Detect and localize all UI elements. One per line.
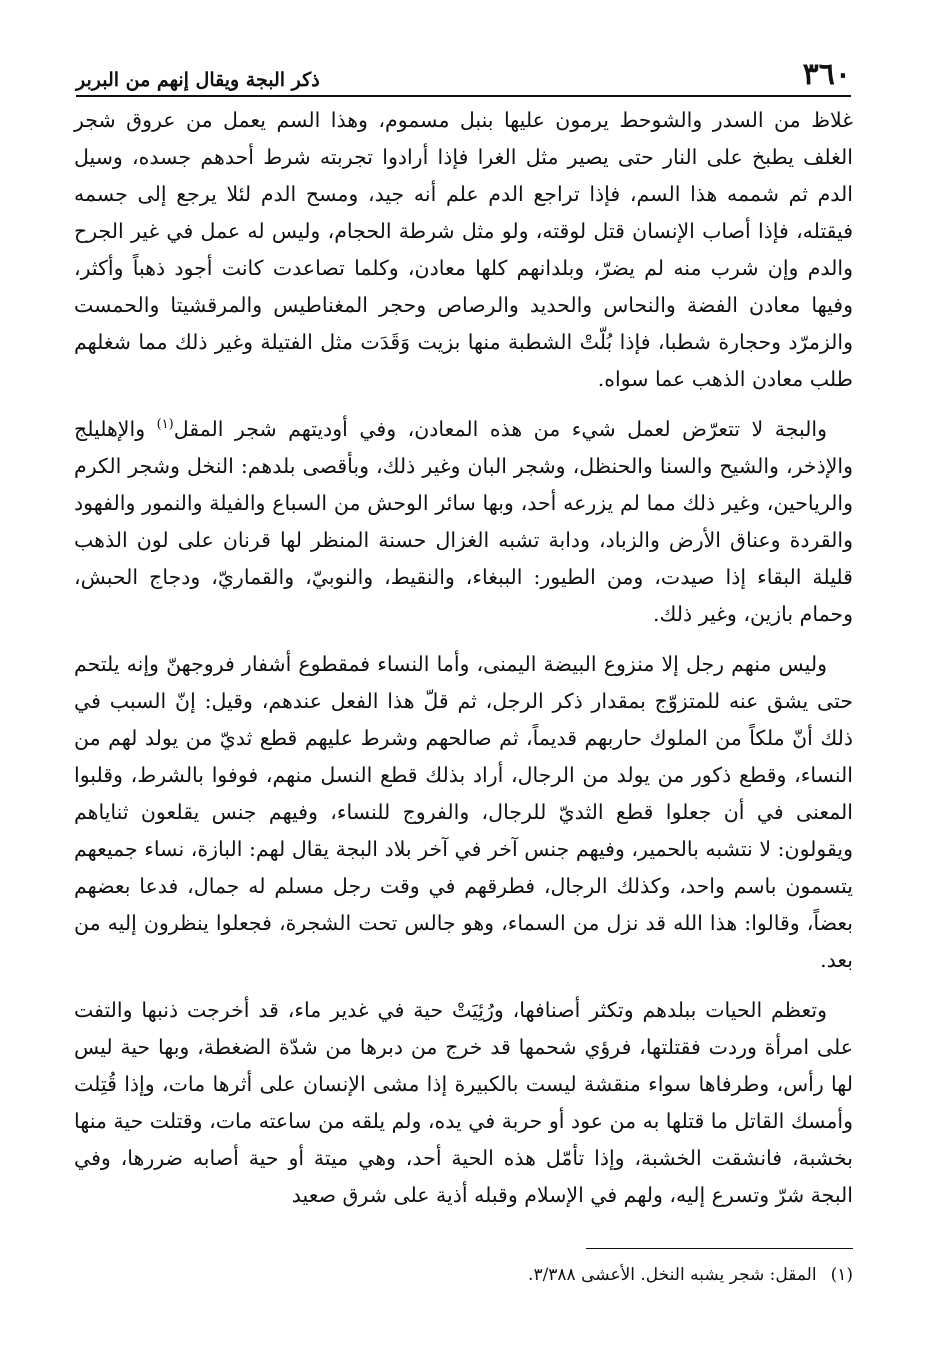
paragraph-1-text: غلاظ من السدر والشوحط يرمون عليها بنبل مسموم، وهذا السم يعمل من عروق شجر الغلف يطبخ على النار حتى يصير مثل الغرا فإذا أرادوا تجربته شرط أحدهم جسده، وسيل الدم ثم شممه هذا السم، فإذا تراجع الدم علم أنه جيد، ومسح الدم لئلا يرجع إلى جسمه فيقتله، فإذا أصاب الإنسان قتل لوقته، ولو مثل شرطة الحجام، وليس له عمل في غير الجرح والدم وإن شرب منه لم يضرّ، وبلدانهم كلها معادن، وكلما تصاعدت كانت أجود ذهباً وأكثر، وفيها معادن الفضة والنحاس والحديد والرصاص وحجر المغناطيس والمرقشيتا والحمست والزمرّد وحجارة شطبا، فإذا بُلّتْ الشطبة منها بزيت وَقَدَت مثل الفتيلة وغير ذلك مما شغلهم طلب معادن الذهب عما سواه. (74, 108, 853, 391)
paragraph-2-text-after: والإهليلج والإذخر، والشيح والسنا والحنظل، وشجر البان وغير ذلك، وبأقصى بلدهم: النخل وشجر الكرم والرياحين، وغير ذلك مما لم يزرعه أحد، وبها سائر الوحش من السباع والفيلة والنمور والفهود والقردة وعناق الأرض والزباد، ودابة تشبه الغزال حسنة المنظر لها قرنان على لون الذهب قليلة البقاء إذا صيدت، ومن الطيور: الببغاء، والنقيط، والنوبيّ، والقماريّ، ودجاج الحبش، وحمام بازين، وغير ذلك. (74, 417, 853, 626)
paragraph-3 (74, 646, 853, 979)
page-number: ٣٦٠ (802, 57, 851, 92)
paragraph-3-text: وليس منهم رجل إلا منزوع البيضة اليمنى، وأما النساء فمقطوع أشفار فروجهنّ وإنه يلتحم حتى يشق عنه للمتزوّج بمقدار ذكر الرجل، ثم قلّ هذا الفعل عندهم، وقيل: إنّ السبب في ذلك أنّ ملكاً من الملوك حاربهم قديماً، ثم صالحهم وشرط عليهم قطع ثديّ من يولد لهم من النساء، وقطع ذكور من يولد من الرجال، أراد بذلك قطع النسل منهم، فوفوا بالشرط، وقلبوا المعنى في أن جعلوا قطع الثديّ للرجال، والفروج للنساء، وفيهم جنس يقلعون ثناياهم ويقولون: لا نتشبه بالحمير، وفيهم جنس آخر في آخر بلاد البجة يقال لهم: البازة، نساء جميعهم يتسمون باسم واحد، وكذلك الرجال، فطرقهم في وقت رجل مسلم له جمال، فدعا بعضهم بعضاً، وقالوا: هذا الله قد نزل من السماء، وهو جالس تحت الشجرة، فجعلوا ينظرون إليه من بعد. (74, 652, 853, 972)
paragraph-4 (74, 992, 853, 1214)
header-rule (76, 95, 851, 97)
page-header (76, 40, 851, 90)
footnote-reference[interactable]: (١) (156, 417, 174, 433)
footnote-rule (586, 1248, 853, 1249)
paragraph-1 (74, 102, 853, 398)
footnote-text: المقل: شجر يشبه النخل. الأعشى ٣/٣٨٨. (528, 1265, 817, 1285)
main-text (74, 102, 853, 1214)
paragraph-2-text-before: والبجة لا تتعرّض لعمل شيء من هذه المعادن، وفي أوديتهم شجر المقل (173, 417, 827, 441)
running-title: ذكر البجة ويقال إنهم من البربر (76, 69, 320, 91)
footnote (74, 1262, 853, 1288)
paragraph-4-text: وتعظم الحيات ببلدهم وتكثر أصنافها، ورُئِيَتْ حية في غدير ماء، قد أخرجت ذنبها والتفت على امرأة وردت فقتلتها، فرؤي شحمها قد خرج من دبرها من شدّة الضغطة، وبها حية ليس لها رأس، وطرفاها سواء منقشة ليست بالكبيرة إذا مشى الإنسان على أثرها مات، وإذا قُتِلت وأمسك القاتل ما قتلها به من عود أو حربة في يده، ولم يلقه من ساعته مات، وقتلت حية منها بخشبة، فانشقت الخشبة، وإذا تأمّل هذه الحية أحد، وهي ميتة أو حية أصابه ضررها، وفي البجة شرّ وتسرع إليه، ولهم في الإسلام وقبله أذية على شرق صعيد (74, 998, 853, 1207)
footnote-marker: (١) (830, 1265, 853, 1285)
paragraph-2 (74, 411, 853, 633)
